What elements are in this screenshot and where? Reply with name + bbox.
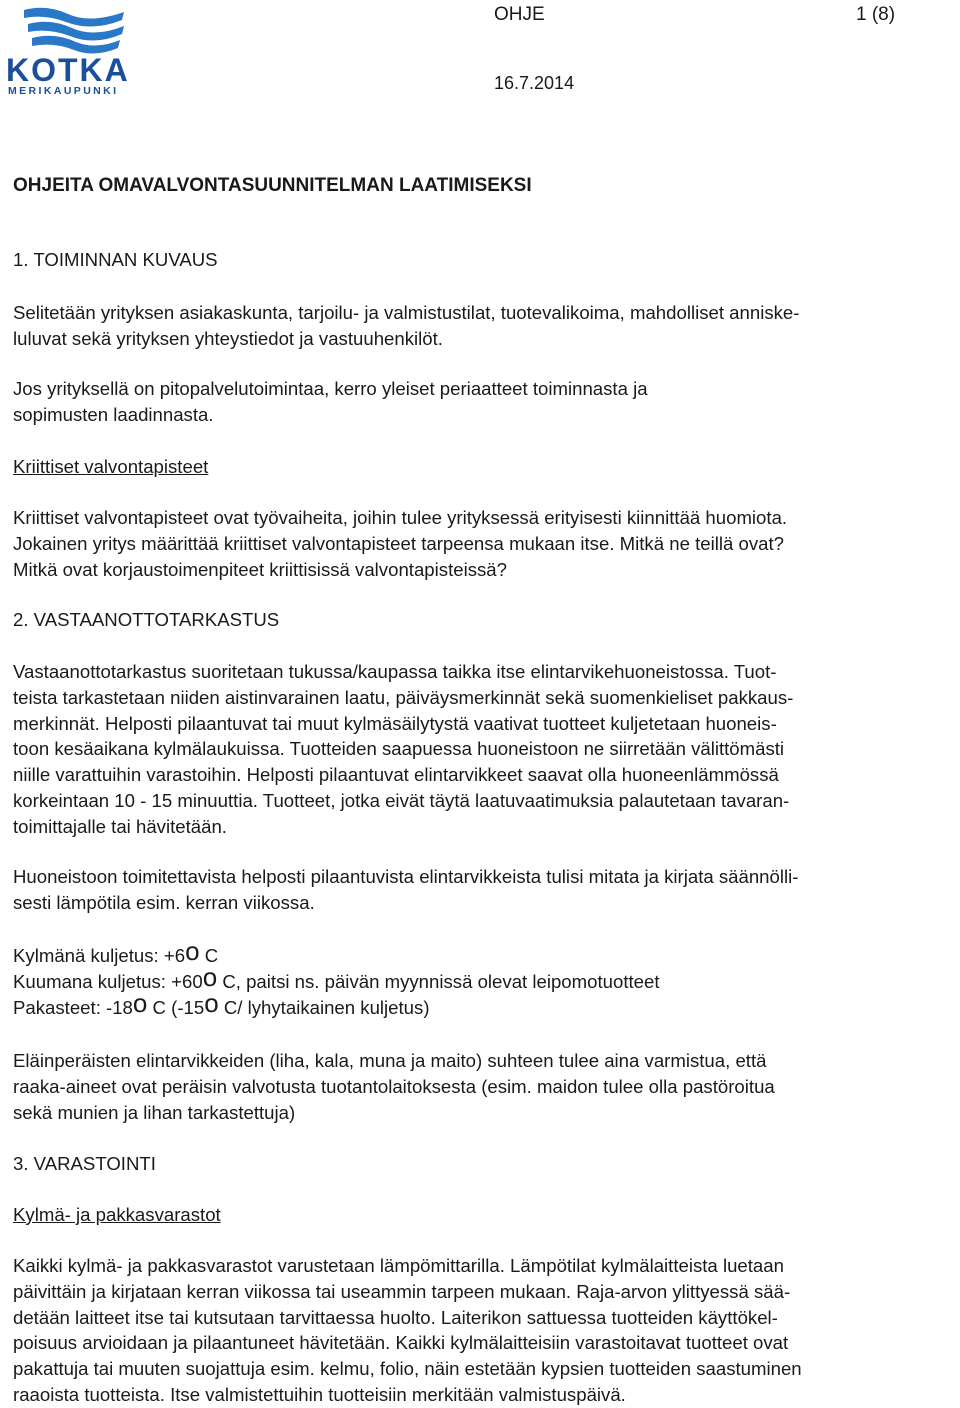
degree-symbol: o [185,936,200,966]
section-1-paragraph-3 [13,505,953,582]
text-line: korkeintaan 10 - 15 minuuttia. Tuotteet, jotka eivät täytä laatuvaatimuksia palautetaan tavaran- [13,789,790,811]
text-line: toimittajalle tai hävitetään. [13,815,227,837]
section-3-heading: 3. VARASTOINTI [13,1153,156,1174]
document-title: OHJEITA OMAVALVONTASUUNNITELMAN LAATIMISEKSI [13,175,532,196]
degree-symbol: o [204,987,219,1018]
page-number: 1 (8) [856,4,896,25]
kotka-logo [6,4,138,96]
chilled-transport-line: Kylmänä kuljetus: $+6^o$ C [13,936,219,966]
text-line: Selitetään yrityksen asiakaskunta, tarjoilu- ja valmistustilat, tuotevalikoima, mahdolliset anniske- [13,302,800,323]
section-3-paragraph-1 [13,1253,953,1408]
text-line: raaka-aineet ovat peräisin valvotusta tuotantolaitoksesta (esim. maidon tulee olla pastöroitua [13,1075,775,1097]
document-type: OHJE [494,4,545,25]
text-line: niille varattuihin varastoihin. Helposti pilaantuvat elintarvikkeet saavat olla huoneenlämmössä [13,764,779,786]
critical-points-subheading: Kriittiset valvontapisteet [13,456,209,477]
text-line: Eläinperäisten elintarvikkeiden (liha, kala, muna ja maito) suhteen tulee aina varmistua, että [13,1050,767,1071]
text-line: Mitkä ovat korjaustoimenpiteet kriittisissä valvontapisteissä? [13,558,507,580]
logo-word: KOTKA [6,52,130,88]
logo-subtitle: MERIKAUPUNKI [8,85,119,96]
frozen-transport-line: Pakasteet: -18$^o$ C (-15$^o$ C/ lyhytaikainen kuljetus) [13,987,430,1018]
text-line: Jos yrityksellä on pitopalvelutoimintaa, kerro yleiset periaatteet toiminnasta ja [13,378,648,399]
text-line: merkinnät. Helposti pilaantuvat tai muut kylmäsäilytystä vaativat tuotteet kuljetetaan huoneis- [13,712,777,734]
text-line: pakattuja tai muuten suojattuja esim. kelmu, folio, näin estetään kypsien tuotteiden saastuminen [13,1358,802,1380]
text-line: Kaikki kylmä- ja pakkasvarastot varustetaan lämpömittarilla. Lämpötilat kylmälaitteista luetaan [13,1255,784,1276]
text-line: sekä munien ja lihan tarkastettuja) [13,1101,296,1123]
text-line: luluvat sekä yrityksen yhteystiedot ja vastuuhenkilöt. [13,327,443,349]
section-2-paragraph-3 [13,1048,953,1125]
text-line: sesti lämpötila esim. kerran viikossa. [13,891,315,913]
section-2-heading: 2. VASTAANOTTOTARKASTUS [13,609,280,630]
text-line: poisuus arvioidaan ja pilaantuneet hävitetään. Kaikki kylmälaitteisiin varastoitavat tuotteet ovat [13,1332,789,1354]
text-line: toon kesäaikana kylmälaukuissa. Tuotteiden saapuessa huoneistoon ne siirretään välittömästi [13,738,785,760]
section-1-paragraph-2 [13,376,953,428]
section-1-paragraph-1 [13,300,953,352]
text-line: sopimusten laadinnasta. [13,403,214,425]
transport-temperatures [13,936,953,1020]
section-2-paragraph-1 [13,659,953,840]
section-2-paragraph-2 [13,864,953,916]
text-line: päivittäin ja kirjataan kerran viikossa tai useammin tarpeen mukaan. Raja-arvon ylittyessä sää- [13,1280,791,1302]
text-line: Kriittiset valvontapisteet ovat työvaiheita, joihin tulee yrityksessä erityisesti kiinnittää huomiota. [13,507,788,528]
section-1-heading: 1. TOIMINNAN KUVAUS [13,249,218,270]
text-line: Huoneistoon toimitettavista helposti pilaantuvista elintarvikkeista tulisi mitata ja kirjata säännölli- [13,866,799,887]
hot-transport-line: Kuumana kuljetus: $+60^o$ C, paitsi ns. päivän myynnissä olevat leipomotuotteet [13,961,660,992]
cold-storage-subheading: Kylmä- ja pakkasvarastot [13,1204,221,1225]
text-line: Jokainen yritys määrittää kriittiset valvontapisteet tarpeensa mukaan itse. Mitkä ne teillä ovat? [13,532,784,554]
degree-symbol: o [132,987,148,1018]
text-line: detään laitteet itse tai kutsutaan tarvittaessa huolto. Laiterikon sattuessa tuotteiden käyttökel- [13,1306,778,1328]
degree-symbol: o [202,961,218,992]
text-line: teista tarkastetaan niiden aistinvarainen laatu, päiväysmerkinnät sekä suomenkieliset pakkaus- [13,686,794,708]
document-date: 16.7.2014 [494,73,575,93]
text-line: Vastaanottotarkastus suoritetaan tukussa/kaupassa taikka itse elintarvikehuoneistossa. Tuot- [13,661,777,682]
text-line: raaoista tuotteista. Itse valmistettuihin tuotteisiin merkitään valmistuspäivä. [13,1383,626,1405]
